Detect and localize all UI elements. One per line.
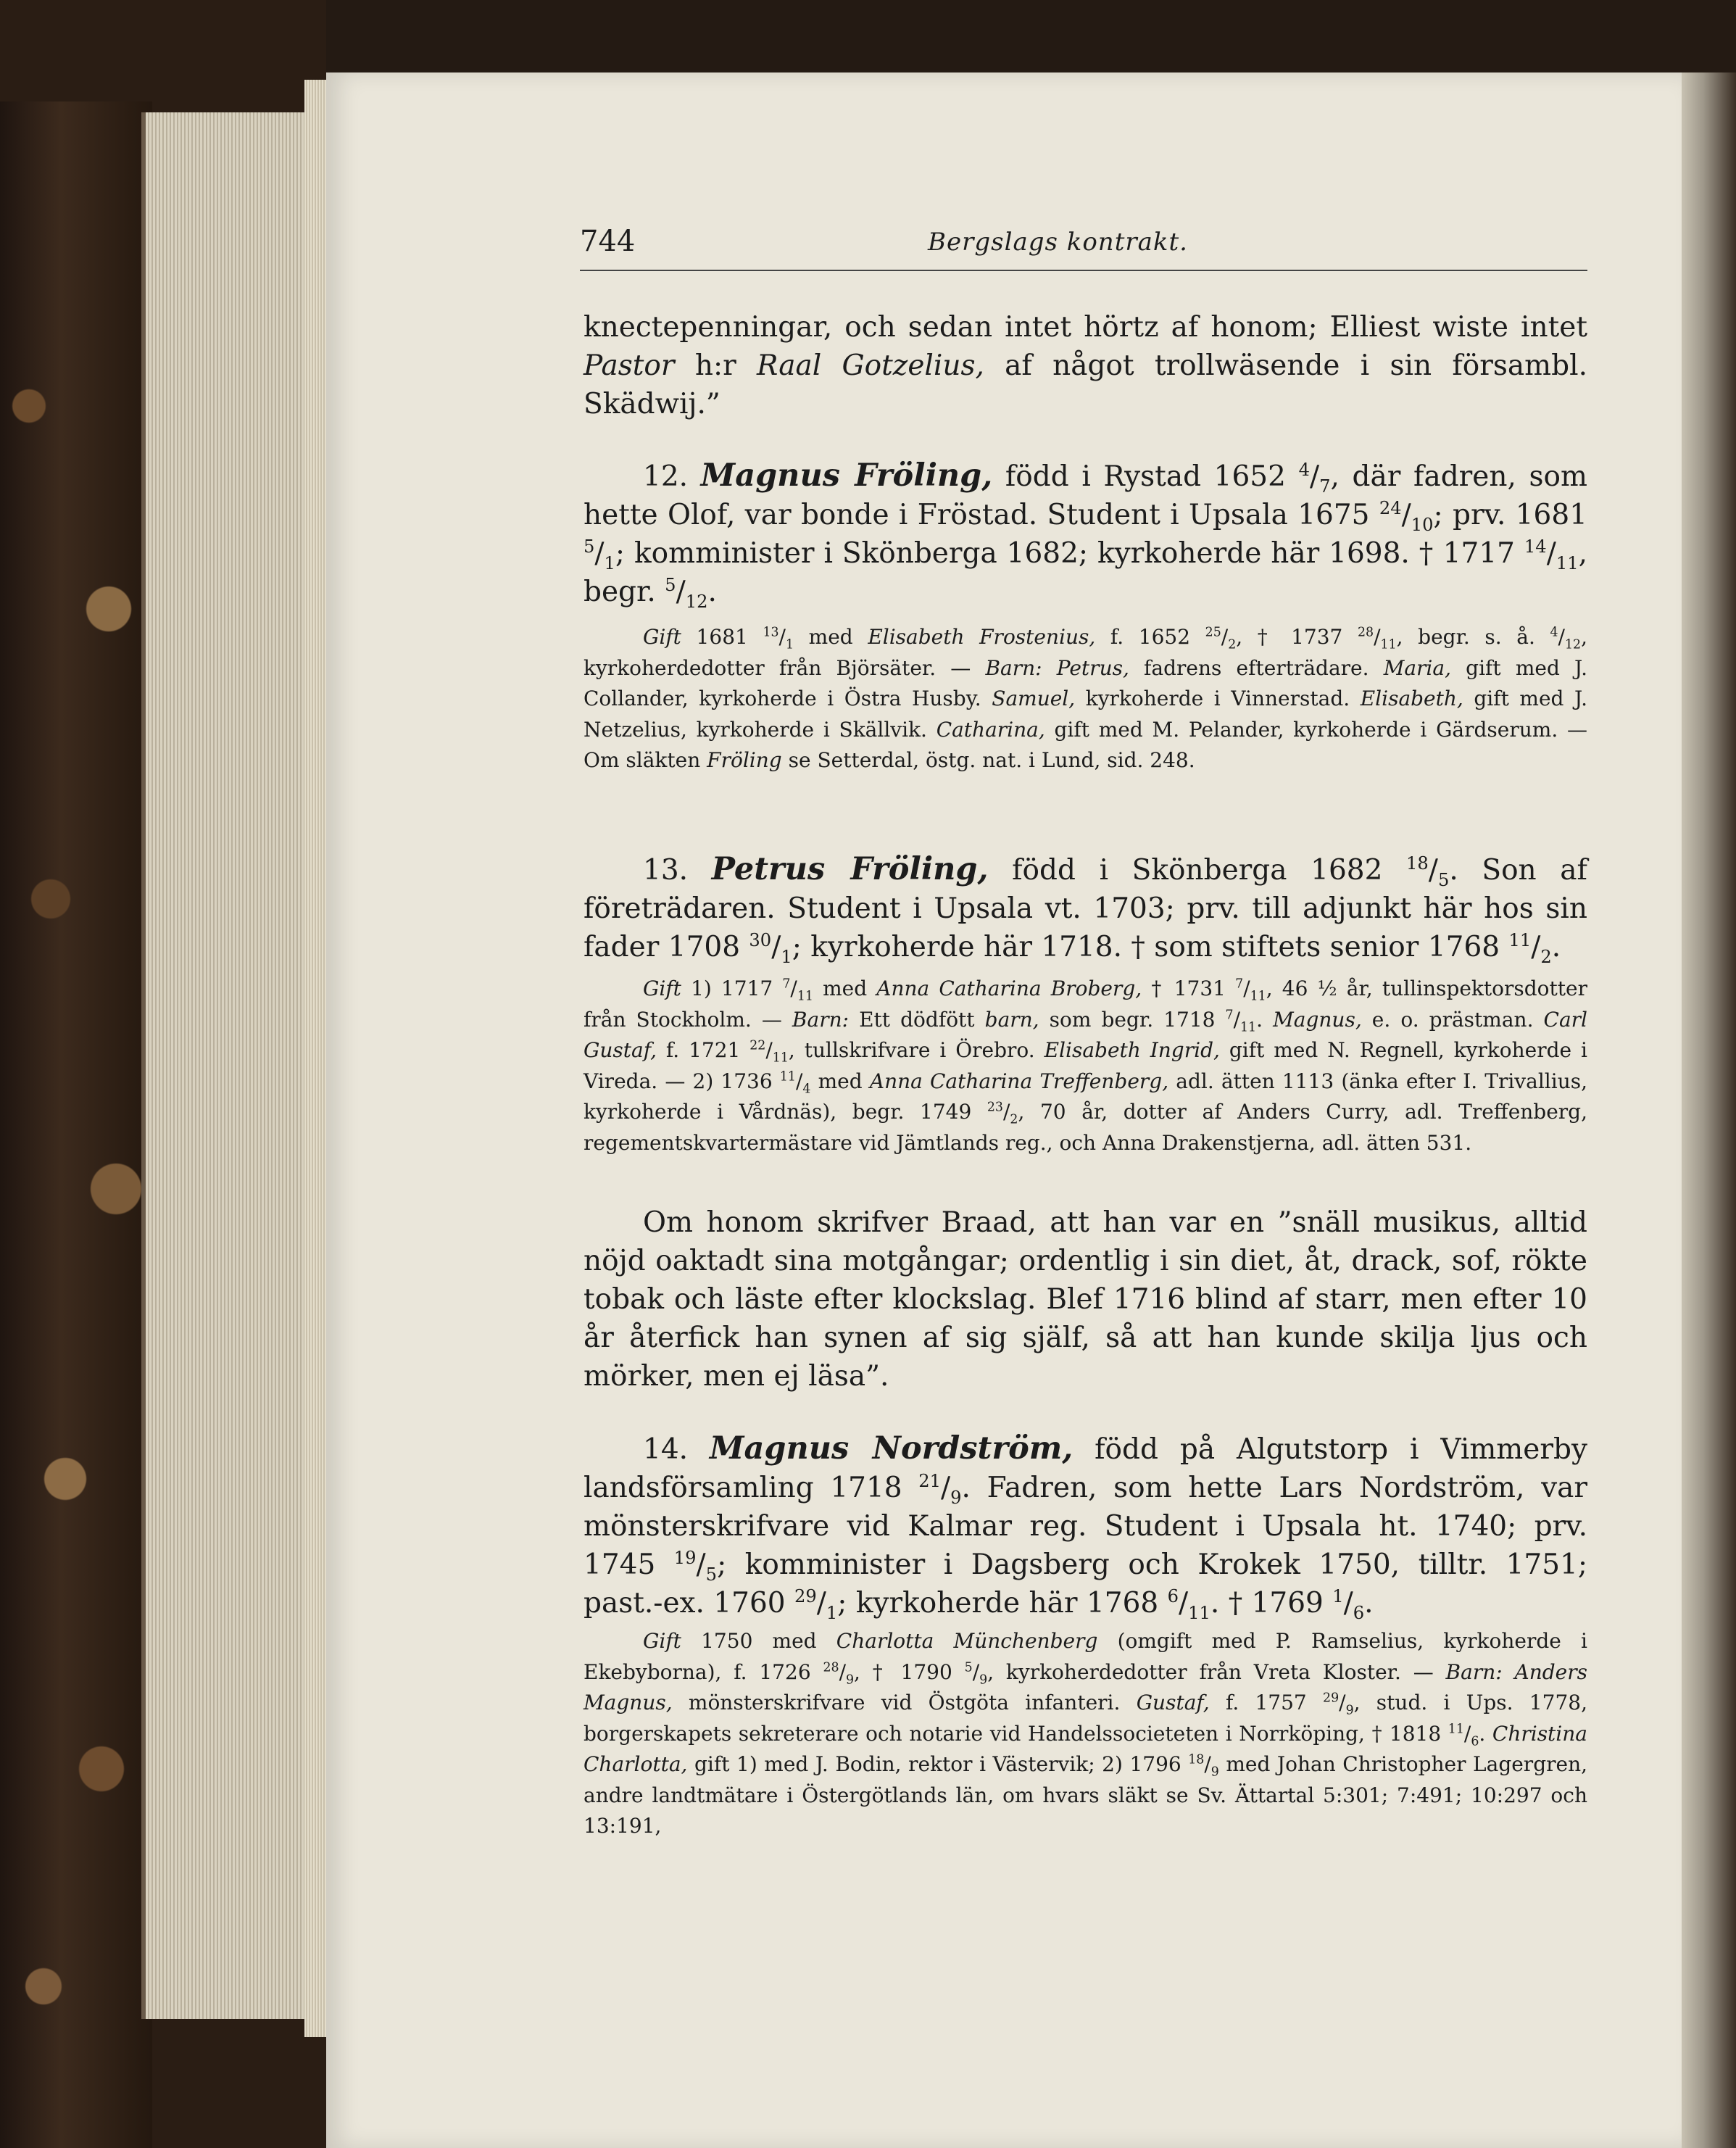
page-number: 744 (580, 225, 636, 258)
entry-13: 13. Petrus Fröling, född i Skönberga 1682 $^{18}/_5$. Son af företrädaren. Student i Upsala vt. 1703; prv. till adjunkt här hos sin fader 1708 $^{30}/_1$; kyrkoherde här 1718. † som stiftets senior 1768 $^{11}/_2$. (583, 851, 1587, 967)
entry-name: Petrus Fröling, (711, 851, 989, 887)
entry-12-notes: Gift 1681 $^{13}/_1$ med Elisabeth Frostenius, f. 1652 $^{25}/_2$, † 1737 $^{28}/_{11}$, begr. s. å. $^4/_{12}$, kyrkoherdedotter från Björsäter. — Barn: Petrus, fadrens efterträdare. Maria, gift med J. Collander, kyrkoherde i Östra Husby. Samuel, kyrkoherde i Vinnerstad. Elisabeth, gift med J. Netzelius, kyrkoherde i Skällvik. Catharina, gift med M. Pelander, kyrkoherde i Gärdserum. — Om släkten Fröling se Setterdal, östg. nat. i Lund, sid. 248. (583, 625, 1587, 772)
entry-12: 12. Magnus Fröling, född i Rystad 1652 $^4/_7$, där fadren, som hette Olof, var bonde i Fröstad. Student i Upsala 1675 $^{24}/_{10}$; prv. 1681 $^5/_1$; komminister i Skönberga 1682; kyrkoherde här 1698. † 1717 $^{14}/_{11}$, begr. $^5/_{12}$. (583, 457, 1588, 612)
entry-13-notes: Gift 1) 1717 $^7/_{11}$ med Anna Catharina Broberg, † 1731 $^7/_{11}$, 46 ½ år, tullinspektorsdotter från Stockholm. — Barn: Ett dödfött barn, som begr. 1718 $^7/_{11}$. Magnus, e. o. prästman. Carl Gustaf, f. 1721 $^{22}/_{11}$, tullskrifvare i Örebro. Elisabeth Ingrid, gift med N. Regnell, kyrkoherde i Vireda. — 2) 1736 $^{11}/_4$ med Anna Catharina Treffenberg, adl. ätten 1113 (änka efter I. Trivallius, kyrkoherde i Vårdnäs), begr. 1749 $^{23}/_2$, 70 år, dotter af Anders Curry, adl. Treffenberg, regementskvartermästare vid Jämtlands reg., och Anna Drakenstjerna, adl. ätten 531. (583, 976, 1588, 1155)
background-top (326, 0, 1736, 72)
page-header (580, 225, 1587, 265)
header-rule (580, 270, 1587, 271)
entry-14: 14. Magnus Nordström, född på Algutstorp i Vimmerby landsförsamling 1718 $^{21}/_9$. Fadren, som hette Lars Nordström, var mönsterskrifvare vid Kalmar reg. Student i Upsala ht. 1740; prv. 1745 $^{19}/_5$; komminister i Dagsberg och Krokek 1750, tilltr. 1751; past.-ex. 1760 $^{29}/_1$; kyrkoherde här 1768 $^6/_{11}$. † 1769 $^1/_6$. (583, 1430, 1588, 1623)
page-edges (141, 112, 327, 2019)
page-gutter (1682, 72, 1736, 2148)
entry-name: Magnus Fröling, (700, 457, 993, 494)
intro-paragraph: knectepenningar, och sedan intet hörtz af honom; Elliest wiste intet Pastor h:r Raal Gotzelius, af något trollwäsende i sin försambl. Skädwij.” (583, 311, 1587, 420)
entry-14-notes: Gift 1750 med Charlotta Münchenberg (omgift med P. Ramselius, kyrkoherde i Ekebyborna), f. 1726 $^{28}/_9$, † 1790 $^5/_9$, kyrkoherdedotter från Vreta Kloster. — Barn: Anders Magnus, mönsterskrifvare vid Östgöta infanteri. Gustaf, f. 1757 $^{29}/_9$, stud. i Ups. 1778, borgerskapets sekreterare och notarie vid Handelssocieteten i Norrköping, † 1818 $^{11}/_6$. Christina Charlotta, gift 1) med J. Bodin, rektor i Västervik; 2) 1796 $^{18}/_9$ med Johan Christopher Lagergren, andre landtmätare i Östergötlands län, om hvars släkt se Sv. Ättartal 5:301; 7:491; 10:297 och 13:191, (583, 1629, 1588, 1838)
entry-name: Magnus Nordström, (709, 1430, 1073, 1467)
running-head: Bergslags kontrakt. (928, 228, 1188, 257)
book-cover (0, 101, 152, 2148)
braad-paragraph: Om honom skrifver Braad, att han var en ”snäll musikus, alltid nöjd oaktadt sina motgångar; ordentlig i sin diet, åt, drack, sof, rökte tobak och läste efter klockslag. Blef 1716 blind af starr, men efter 10 år återfick han synen af sig själf, så att han kunde skilja ljus och mörker, men ej läsa”. (583, 1206, 1587, 1393)
